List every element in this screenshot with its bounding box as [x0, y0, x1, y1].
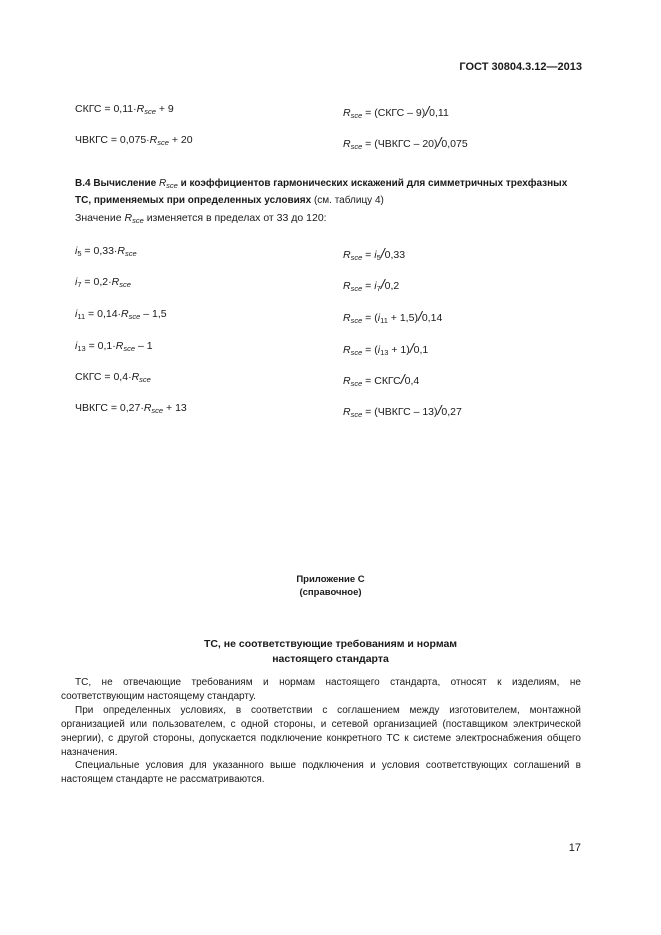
equation-i11: i11 = 0,14·Rsce – 1,5 — [75, 308, 167, 321]
equation-chvkgs: ЧВКГС = 0,27·Rsce + 13 — [75, 402, 187, 415]
section-b4-heading: В.4 Вычисление $R_{sce}$ и коэффициентов гармонических искажений для симметричных трехфазных ТС, применяемых при определенных условиях (см. таблицу 4) — [75, 178, 568, 206]
equation-r-skgs-top: Rsce = (СКГС – 9)/0,11 — [343, 103, 449, 120]
equation-i13: i13 = 0,1·Rsce – 1 — [75, 340, 153, 353]
equation-r-i11: Rsce = (i11 + 1,5)/0,14 — [343, 308, 443, 325]
equation-chvkgs-top: ЧВКГС = 0,075·Rsce + 20 — [75, 134, 193, 147]
appendix-heading-line1: ТС, не соответствующие требованиям и нормам — [203, 638, 458, 650]
equation-r-i5: Rsce = i5/0,33 — [343, 245, 406, 262]
document-header: ГОСТ 30804.3.12—2013 — [459, 61, 582, 73]
range-statement: Значение Rsce изменяется в пределах от 33 до 120: — [75, 212, 327, 225]
page-number: 17 — [568, 842, 581, 854]
appendix-title: Приложение С — [296, 574, 365, 585]
equation-i7: i7 = 0,2·Rsce — [75, 276, 131, 289]
equation-i5: i5 = 0,33·Rsce — [75, 245, 137, 258]
equation-r-chvkgs-top: Rsce = (ЧВКГС – 20)/0,075 — [343, 134, 468, 151]
appendix-paragraph-3: Специальные условия для указанного выше подключения и условия соответствующих соглашений в настоящем стандарте не рассматриваются. — [61, 760, 581, 785]
appendix-paragraph-1: ТС, не отвечающие требованиям и нормам настоящего стандарта, относят к изделиям, не соответствующим настоящему стандарту. — [61, 677, 581, 702]
appendix-paragraph-2: При определенных условиях, в соответствии с соглашением между изготовителем, монтажной организацией или пользователем, с одной стороны, и сетевой организацией (поставщиком электрической энергии), с другой стороны, допускается подключение конкретного ТС к системе электроснабжения общего назначения. — [61, 705, 581, 758]
equation-skgs-top: СКГС = 0,11·Rsce + 9 — [75, 103, 174, 116]
equation-skgs: СКГС = 0,4·Rsce — [75, 371, 151, 384]
equation-r-chvkgs: Rsce = (ЧВКГС – 13)/0,27 — [343, 402, 462, 419]
equation-r-skgs: Rsce = СКГС/0,4 — [343, 371, 420, 388]
equation-r-i13: Rsce = (i13 + 1)/0,1 — [343, 340, 429, 357]
equation-r-i7: Rsce = i7/0,2 — [343, 276, 400, 293]
appendix-subtitle: (справочное) — [299, 587, 362, 598]
appendix-heading-line2: настоящего стандарта — [272, 653, 389, 665]
